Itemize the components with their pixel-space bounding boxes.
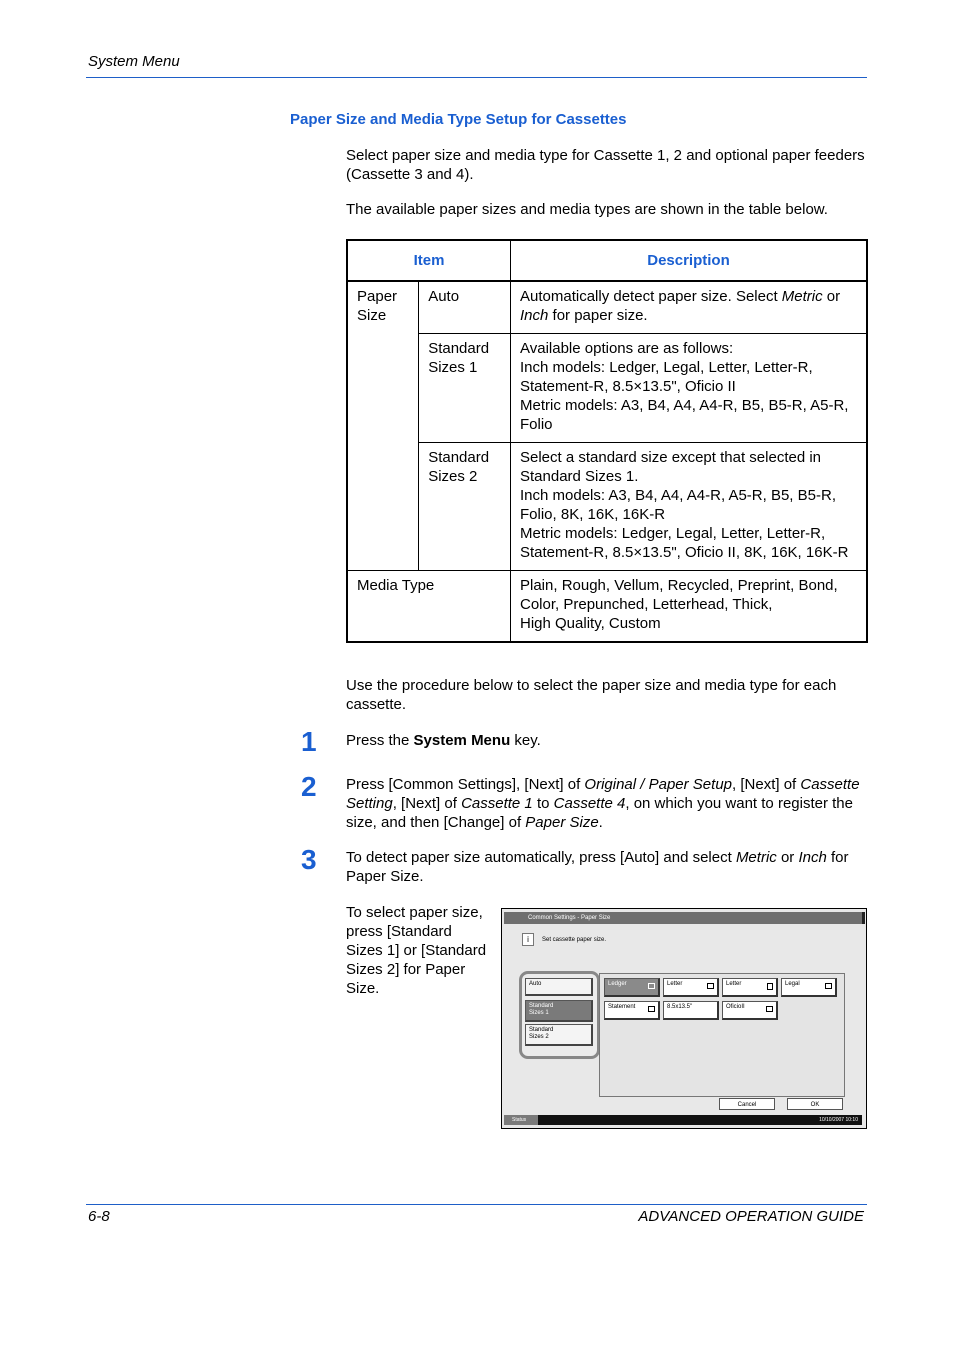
auto-button[interactable]: Auto bbox=[525, 978, 593, 996]
step-3-substep: To select paper size, press [Standard Sizes 1] or [Standard Sizes 2] for Paper Size. bbox=[346, 904, 487, 997]
panel-screenshot bbox=[501, 908, 867, 1129]
size-ledger-button[interactable]: Ledger bbox=[604, 978, 660, 997]
paper-orientation-icon bbox=[767, 983, 773, 990]
page-number: 6-8 bbox=[88, 1208, 110, 1225]
table-intro: The available paper sizes and media types are shown in the table below. bbox=[346, 201, 828, 218]
screen-message: Set cassette paper size. bbox=[542, 937, 607, 943]
info-icon: i bbox=[522, 933, 534, 946]
step-number-3: 3 bbox=[301, 844, 317, 875]
paper-orientation-icon bbox=[648, 983, 655, 989]
running-header: System Menu bbox=[88, 53, 180, 70]
standard-sizes-2-button[interactable]: Standard Sizes 2 bbox=[525, 1024, 593, 1046]
col-header-item: Item bbox=[347, 240, 511, 281]
paper-size-table bbox=[346, 239, 868, 643]
paper-orientation-icon bbox=[707, 983, 714, 989]
row-label-auto: Auto bbox=[419, 281, 511, 334]
screen-titlebar: Common Settings - Paper Size bbox=[504, 912, 865, 924]
paper-orientation-icon bbox=[766, 1006, 773, 1012]
standard-sizes-1-button[interactable]: Standard Sizes 1 bbox=[525, 1000, 593, 1022]
size-letter-r-button[interactable]: Letter bbox=[722, 978, 778, 997]
desc-standard-sizes-2: Select a standard size except that selected in Standard Sizes 1. Inch models: A3, B4, A4, A4-R, A5-R, B5, B5-R, Folio, 8K, 16K, 16K-R Metric models: Ledger, Legal, Letter, Letter-R, Statement-R, 8.5×13.5", Oficio II, 8K, 16K, 16K-R bbox=[511, 443, 868, 571]
size-oficio-ii-button[interactable]: OficioII bbox=[722, 1001, 778, 1020]
size-type-group bbox=[519, 971, 600, 1059]
ok-button[interactable]: OK bbox=[787, 1098, 843, 1110]
step-number-1: 1 bbox=[301, 726, 317, 757]
header-rule bbox=[86, 77, 867, 78]
status-bar bbox=[504, 1115, 862, 1125]
row-label-media-type: Media Type bbox=[347, 571, 511, 643]
size-statement-button[interactable]: Statement bbox=[604, 1001, 660, 1020]
step-text-3: To detect paper size automatically, press [Auto] and select Metric or Inch for Paper Size. bbox=[346, 849, 849, 885]
cancel-button[interactable]: Cancel bbox=[719, 1098, 775, 1110]
row-label-paper-size: Paper Size bbox=[347, 281, 419, 571]
size-letter-button[interactable]: Letter bbox=[663, 978, 719, 997]
desc-standard-sizes-1: Available options are as follows: Inch models: Ledger, Legal, Letter, Letter-R, Statement-R, 8.5×13.5", Oficio II Metric models: A3, B4, A4, A4-R, B5, B5-R, A5-R, Folio bbox=[511, 334, 868, 443]
step-number-2: 2 bbox=[301, 771, 317, 802]
status-button[interactable]: Status bbox=[504, 1115, 538, 1125]
desc-auto: Automatically detect paper size. Select Metric or Inch for paper size. bbox=[511, 281, 868, 334]
intro-paragraph: Select paper size and media type for Cassette 1, 2 and optional paper feeders (Cassette 3 and 4). bbox=[346, 147, 865, 183]
date-time: 10/10/2007 10:10 bbox=[819, 1117, 858, 1123]
procedure-intro: Use the procedure below to select the paper size and media type for each cassette. bbox=[346, 677, 837, 713]
section-title: Paper Size and Media Type Setup for Cassettes bbox=[290, 111, 627, 128]
size-legal-button[interactable]: Legal bbox=[781, 978, 837, 997]
guide-title: ADVANCED OPERATION GUIDE bbox=[638, 1208, 864, 1225]
row-label-standard-sizes-2: Standard Sizes 2 bbox=[419, 443, 511, 571]
step-text-2: Press [Common Settings], [Next] of Original / Paper Setup, [Next] of Cassette Setting, [Next] of Cassette 1 to Cassette 4, on which you want to register the size, and then [Change] of Paper Size. bbox=[346, 776, 860, 831]
paper-orientation-icon bbox=[825, 983, 832, 989]
footer-rule bbox=[86, 1204, 867, 1205]
col-header-description: Description bbox=[511, 240, 868, 281]
size-options-panel bbox=[599, 973, 845, 1097]
step-text-1: Press the System Menu key. bbox=[346, 732, 541, 749]
size-8-5x13-5-button[interactable]: 8.5x13.5" bbox=[663, 1001, 719, 1020]
desc-media-type: Plain, Rough, Vellum, Recycled, Preprint, Bond, Color, Prepunched, Letterhead, Thick, High Quality, Custom bbox=[511, 571, 868, 643]
row-label-standard-sizes-1: Standard Sizes 1 bbox=[419, 334, 511, 443]
paper-orientation-icon bbox=[648, 1006, 655, 1012]
